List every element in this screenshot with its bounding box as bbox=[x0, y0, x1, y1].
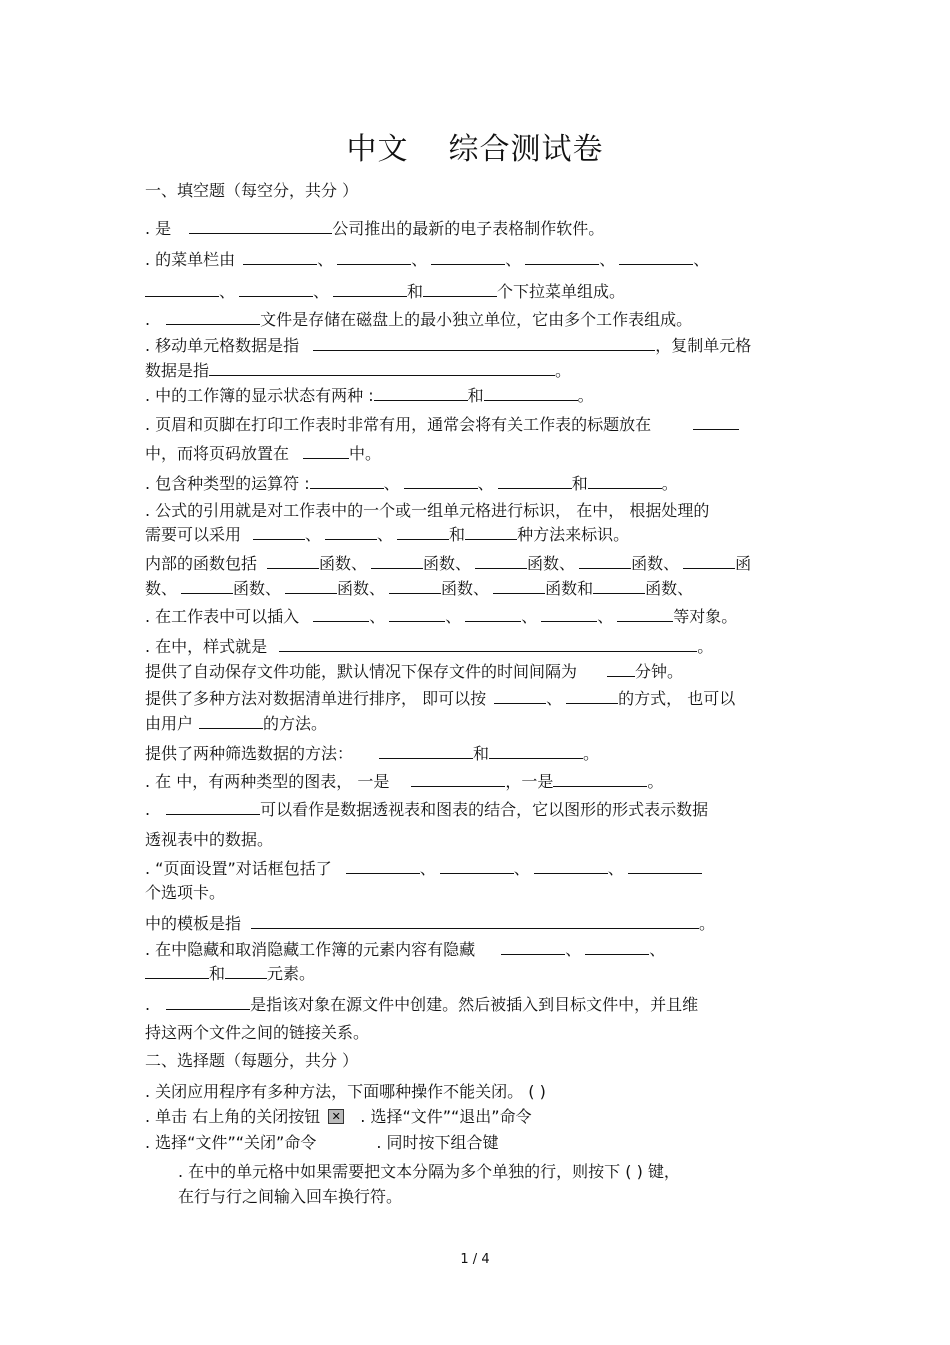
question-line bbox=[145, 443, 381, 465]
question-line bbox=[145, 218, 604, 240]
answer-blank[interactable] bbox=[489, 743, 583, 759]
answer-blank[interactable] bbox=[588, 473, 662, 489]
answer-blank[interactable] bbox=[553, 771, 647, 787]
question-text: 函数、 bbox=[645, 579, 694, 598]
separator-text: 、 bbox=[597, 607, 614, 626]
question-text: . 移动单元格数据是指 bbox=[145, 336, 300, 355]
option-c: . 选择“文件”“关闭”命令 bbox=[145, 1133, 317, 1152]
close-x-icon: ✕ bbox=[328, 1109, 344, 1124]
question-text: . bbox=[145, 800, 151, 819]
answer-blank[interactable] bbox=[199, 713, 263, 729]
question-text: 函数、 bbox=[631, 554, 680, 573]
answer-blank[interactable] bbox=[189, 218, 332, 234]
title-part-1: 中文 bbox=[346, 132, 409, 167]
option-d: . 同时按下组合键 bbox=[376, 1133, 499, 1152]
answer-blank[interactable] bbox=[423, 281, 497, 297]
answer-blank[interactable] bbox=[593, 578, 645, 594]
question-text: 需要可以采用 bbox=[145, 525, 242, 544]
question-text: 函数、 bbox=[319, 554, 368, 573]
question-line bbox=[145, 553, 751, 575]
question-line bbox=[145, 963, 315, 985]
answer-blank[interactable] bbox=[379, 743, 473, 759]
section-1-heading: 一、填空题（每空分，共分 ） bbox=[145, 181, 359, 200]
question-text: 提供了多种方法对数据清单进行排序， 即可以按 bbox=[145, 689, 487, 708]
separator-text: 、 bbox=[607, 859, 624, 878]
separator-text: 、 bbox=[219, 282, 236, 301]
question-text: . 是 bbox=[145, 219, 172, 238]
answer-blank[interactable] bbox=[525, 249, 599, 265]
answer-blank[interactable] bbox=[566, 688, 618, 704]
question-text: 的方法。 bbox=[263, 714, 328, 733]
question-text: 函数、 bbox=[233, 579, 282, 598]
separator-text: 、 bbox=[477, 474, 494, 493]
question-line bbox=[145, 636, 713, 658]
answer-blank[interactable] bbox=[465, 524, 517, 540]
answer-blank[interactable] bbox=[285, 578, 337, 594]
question-line bbox=[145, 994, 698, 1016]
answer-blank[interactable] bbox=[493, 578, 545, 594]
question-text: 函数、 bbox=[527, 554, 576, 573]
page-title bbox=[0, 124, 950, 168]
question-line bbox=[145, 743, 599, 765]
answer-blank[interactable] bbox=[389, 606, 445, 622]
question-text: 函数、 bbox=[441, 579, 490, 598]
answer-blank[interactable] bbox=[279, 636, 697, 652]
separator-text: 、 bbox=[693, 250, 710, 269]
question-text: 公司推出的最新的电子表格制作软件。 bbox=[332, 219, 605, 238]
answer-blank[interactable] bbox=[145, 281, 219, 297]
separator-text: 。 bbox=[555, 361, 572, 380]
question-text: . 在中隐藏和取消隐藏工作簿的元素内容有隐藏 bbox=[145, 940, 476, 959]
answer-blank[interactable] bbox=[374, 385, 468, 401]
question-line bbox=[145, 606, 737, 628]
answer-blank[interactable] bbox=[579, 553, 631, 569]
separator-text: 、 bbox=[521, 607, 538, 626]
question-text: 函数和 bbox=[545, 579, 594, 598]
answer-blank[interactable] bbox=[494, 688, 546, 704]
question-line bbox=[145, 360, 571, 382]
question-text: 中。 bbox=[349, 444, 382, 463]
answer-blank[interactable] bbox=[251, 913, 699, 929]
choice-option-row bbox=[145, 1106, 532, 1128]
question-text: 提供了自动保存文件功能，默认情况下保存文件的时间间隔为 bbox=[145, 662, 578, 681]
question-text: . “页面设置”对话框包括了 bbox=[145, 859, 332, 878]
question-line bbox=[145, 249, 709, 271]
separator-text: 。 bbox=[697, 637, 714, 656]
answer-blank[interactable] bbox=[465, 606, 521, 622]
choice-question: 在行与行之间输入回车换行符。 bbox=[178, 1187, 403, 1206]
section-2-heading: 二、选择题（每题分，共分 ） bbox=[145, 1051, 359, 1070]
answer-blank[interactable] bbox=[209, 360, 555, 376]
answer-blank[interactable] bbox=[440, 858, 514, 874]
question-line bbox=[145, 688, 735, 710]
question-line bbox=[145, 939, 665, 961]
answer-blank[interactable] bbox=[166, 994, 250, 1010]
separator-text: 、 bbox=[383, 474, 400, 493]
answer-blank[interactable] bbox=[346, 858, 420, 874]
option-b: . 选择“文件”“退出”命令 bbox=[360, 1107, 532, 1126]
separator-text: 、 bbox=[445, 607, 462, 626]
question-line bbox=[145, 799, 708, 821]
answer-blank[interactable] bbox=[313, 606, 369, 622]
question-text: 和 bbox=[209, 964, 226, 983]
answer-blank[interactable] bbox=[310, 473, 384, 489]
question-text: ，一是 bbox=[505, 772, 554, 791]
question-line bbox=[145, 335, 751, 357]
question-line bbox=[145, 414, 739, 436]
answer-blank[interactable] bbox=[541, 606, 597, 622]
answer-blank[interactable] bbox=[267, 553, 319, 569]
answer-blank[interactable] bbox=[166, 309, 260, 325]
answer-blank[interactable] bbox=[333, 281, 407, 297]
question-text: 中，而将页码放置在 bbox=[145, 444, 290, 463]
separator-text: 、 bbox=[505, 250, 522, 269]
answer-blank[interactable] bbox=[253, 524, 305, 540]
separator-text: 、 bbox=[317, 250, 334, 269]
choice-question: . 关闭应用程序有多种方法，下面哪种操作不能关闭。 ( ) bbox=[145, 1082, 546, 1101]
question-text: 函数、 bbox=[423, 554, 472, 573]
answer-blank[interactable] bbox=[239, 281, 313, 297]
answer-blank[interactable] bbox=[337, 249, 411, 265]
question-text: 函 bbox=[735, 554, 752, 573]
choice-option-row bbox=[145, 1132, 499, 1154]
question-text: . 的菜单栏由 bbox=[145, 250, 236, 269]
separator-text: 、 bbox=[411, 250, 428, 269]
question-text: . bbox=[145, 995, 151, 1014]
answer-blank[interactable] bbox=[693, 414, 739, 430]
question-text: 和 bbox=[473, 744, 490, 763]
question-text: ，复制单元格 bbox=[655, 336, 752, 355]
question-text: 数据是指 bbox=[145, 361, 210, 380]
page-number: 1 / 4 bbox=[460, 1252, 490, 1267]
question-line bbox=[145, 713, 327, 735]
answer-blank[interactable] bbox=[313, 335, 655, 351]
question-line bbox=[145, 858, 702, 880]
question-text: 提供了两种筛选数据的方法： bbox=[145, 744, 354, 763]
question-text: 文件是存储在磁盘上的最小独立单位，它由多个工作表组成。 bbox=[260, 310, 693, 329]
separator-text: 、 bbox=[305, 525, 322, 544]
separator-text: 、 bbox=[419, 859, 436, 878]
answer-blank[interactable] bbox=[181, 578, 233, 594]
question-line bbox=[145, 473, 678, 495]
question-line bbox=[145, 281, 625, 303]
question-text: 函数、 bbox=[337, 579, 386, 598]
question-text: 个下拉菜单组成。 bbox=[497, 282, 626, 301]
separator-text: 、 bbox=[565, 940, 582, 959]
question-text: . 在 中，有两种类型的图表， 一是 bbox=[145, 772, 390, 791]
separator-text: 、 bbox=[546, 689, 563, 708]
answer-blank[interactable] bbox=[585, 939, 649, 955]
question-line: 透视表中的数据。 bbox=[145, 830, 274, 849]
question-text: 和 bbox=[449, 525, 466, 544]
answer-blank[interactable] bbox=[325, 524, 377, 540]
question-text: . bbox=[145, 310, 151, 329]
question-line: 持这两个文件之间的链接关系。 bbox=[145, 1023, 370, 1042]
question-text: 数、 bbox=[145, 579, 178, 598]
separator-text: 、 bbox=[313, 282, 330, 301]
question-text: 分钟。 bbox=[635, 662, 684, 681]
separator-text: 。 bbox=[699, 914, 716, 933]
separator-text: 。 bbox=[647, 772, 664, 791]
question-line bbox=[145, 661, 683, 683]
question-text: . 包含种类型的运算符 : bbox=[145, 474, 310, 493]
question-text: 等对象。 bbox=[673, 607, 738, 626]
question-text: 由用户 bbox=[145, 714, 194, 733]
answer-blank[interactable] bbox=[389, 578, 441, 594]
title-part-2: 综合测试卷 bbox=[448, 132, 604, 167]
separator-text: 。 bbox=[577, 386, 594, 405]
question-line: 个选项卡。 bbox=[145, 883, 226, 902]
question-text: . 中的工作簿的显示状态有两种 : bbox=[145, 386, 374, 405]
question-text: 元素。 bbox=[267, 964, 316, 983]
question-text: . 在工作表中可以插入 bbox=[145, 607, 300, 626]
answer-blank[interactable] bbox=[501, 939, 565, 955]
question-line bbox=[145, 771, 663, 793]
question-text: 的方式， 也可以 bbox=[618, 689, 736, 708]
answer-blank[interactable] bbox=[619, 249, 693, 265]
answer-blank[interactable] bbox=[166, 799, 260, 815]
question-line bbox=[145, 913, 715, 935]
question-text: 和 bbox=[467, 386, 484, 405]
choice-question: . 在中的单元格中如果需要把文本分隔为多个单独的行，则按下 ( ) 键， bbox=[178, 1162, 680, 1181]
answer-blank[interactable] bbox=[498, 473, 572, 489]
question-text: . 页眉和页脚在打印工作表时非常有用，通常会将有关工作表的标题放在 bbox=[145, 415, 652, 434]
answer-blank[interactable] bbox=[617, 606, 673, 622]
separator-text: 、 bbox=[369, 607, 386, 626]
separator-text: 。 bbox=[583, 744, 600, 763]
question-line bbox=[145, 500, 709, 522]
separator-text: 、 bbox=[377, 525, 394, 544]
question-text: 中的模板是指 bbox=[145, 914, 242, 933]
answer-blank[interactable] bbox=[243, 249, 317, 265]
answer-blank[interactable] bbox=[145, 963, 209, 979]
question-text: 可以看作是数据透视表和图表的结合，它以图形的形式表示数据 bbox=[260, 800, 709, 819]
answer-blank[interactable] bbox=[431, 249, 505, 265]
question-line bbox=[145, 524, 629, 546]
answer-blank[interactable] bbox=[411, 771, 505, 787]
answer-blank[interactable] bbox=[397, 524, 449, 540]
separator-text: 、 bbox=[599, 250, 616, 269]
separator-text: 、 bbox=[513, 859, 530, 878]
answer-blank[interactable] bbox=[607, 661, 635, 677]
question-line bbox=[145, 309, 692, 331]
answer-blank[interactable] bbox=[225, 963, 267, 979]
question-text: 和 bbox=[407, 282, 424, 301]
separator-text: 、 bbox=[649, 940, 666, 959]
answer-blank[interactable] bbox=[628, 858, 702, 874]
question-text: 和 bbox=[571, 474, 588, 493]
answer-blank[interactable] bbox=[683, 553, 735, 569]
question-text: . 公式的引用就是对工作表中的一个或一组单元格进行标识， 在中， 根据处理的 bbox=[145, 501, 710, 520]
answer-blank[interactable] bbox=[475, 553, 527, 569]
option-a: . 单击 右上角的关闭按钮 bbox=[145, 1107, 321, 1126]
question-line bbox=[145, 578, 693, 600]
answer-blank[interactable] bbox=[371, 553, 423, 569]
question-text: 种方法来标识。 bbox=[517, 525, 630, 544]
answer-blank[interactable] bbox=[534, 858, 608, 874]
answer-blank[interactable] bbox=[484, 385, 578, 401]
answer-blank[interactable] bbox=[404, 473, 478, 489]
question-text: 内部的函数包括 bbox=[145, 554, 258, 573]
separator-text: 。 bbox=[661, 474, 678, 493]
question-text: . 在中，样式就是 bbox=[145, 637, 268, 656]
answer-blank[interactable] bbox=[303, 443, 349, 459]
question-text: 是指该对象在源文件中创建。然后被插入到目标文件中，并且维 bbox=[250, 995, 699, 1014]
question-line bbox=[145, 385, 594, 407]
